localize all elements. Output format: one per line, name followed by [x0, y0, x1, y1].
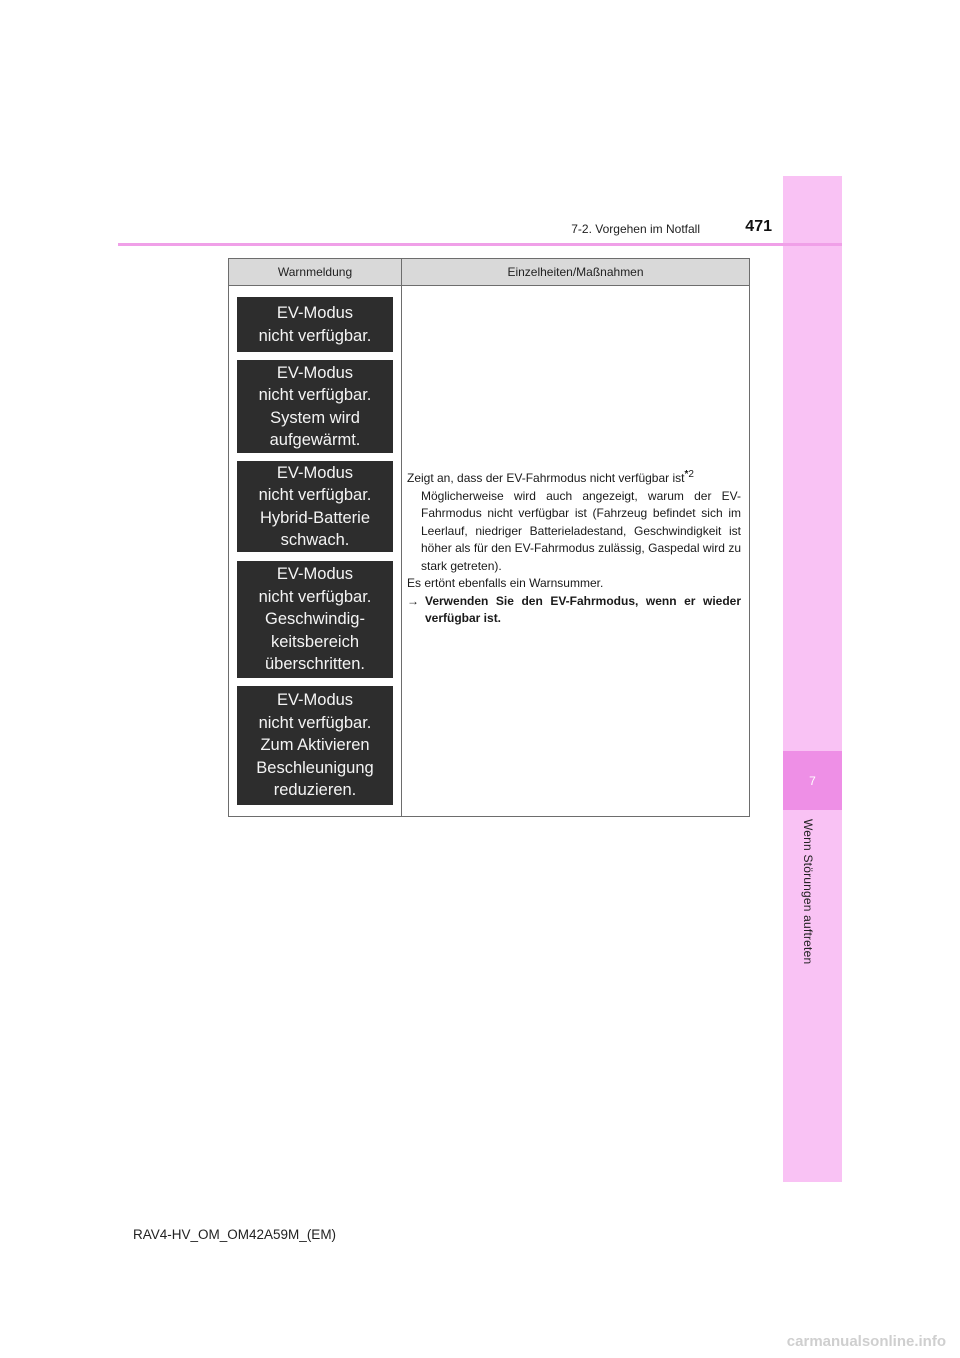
footnote-marker: *2 [684, 469, 694, 480]
details-reason: Möglicherweise wird auch angezeigt, warum der EV-Fahrmodus nicht verfügbar ist (Fahrzeug befindet sich im Leerlauf, niedriger Batterieladestand, Geschwindigkeit ist höher als für den EV-Fahrmodus zulässig, Gaspedal wird zu stark getreten). [421, 488, 741, 573]
warning-table [228, 258, 750, 817]
arrow-right-icon: → [407, 593, 419, 608]
details-cell [402, 286, 749, 816]
warning-message-display: EV-Modus nicht verfügbar. Hybrid-Batterie schwach. [237, 461, 393, 552]
watermark-text: carmanualsonline.info [786, 1333, 946, 1350]
details-intro: Zeigt an, dass der EV-Fahrmodus nicht verfügbar ist [407, 471, 685, 485]
details-action [407, 593, 741, 628]
table-header-row [229, 259, 749, 286]
details-buzzer: Es ertönt ebenfalls ein Warnsummer. [407, 576, 604, 590]
page-number: 471 [745, 218, 772, 235]
chapter-title: Wenn Störungen auftreten [801, 819, 815, 965]
warning-messages-cell [229, 286, 402, 816]
header-divider [118, 243, 842, 246]
table-row [229, 286, 749, 816]
details-action-text: Verwenden Sie den EV-Fahrmodus, wenn er wieder verfügbar ist. [425, 593, 741, 625]
details-text [407, 466, 741, 628]
chapter-number: 7 [809, 773, 816, 788]
column-header-details: Einzelheiten/Maßnahmen [507, 265, 644, 279]
warning-message-display: EV-Modus nicht verfügbar. System wird aufgewärmt. [237, 360, 393, 453]
document-code: RAV4-HV_OM_OM42A59M_(EM) [133, 1227, 337, 1242]
chapter-number-box [783, 751, 842, 810]
column-header-warning: Warnmeldung [229, 259, 402, 285]
chapter-side-tab [783, 176, 842, 1182]
section-title: 7-2. Vorgehen im Notfall [571, 222, 700, 236]
warning-message-display: EV-Modus nicht verfügbar. Geschwindig- keitsbereich überschritten. [237, 561, 393, 678]
warning-message-display: EV-Modus nicht verfügbar. [237, 297, 393, 352]
warning-message-display: EV-Modus nicht verfügbar. Zum Aktivieren Beschleunigung reduzieren. [237, 686, 393, 805]
details-first-line [407, 466, 741, 488]
